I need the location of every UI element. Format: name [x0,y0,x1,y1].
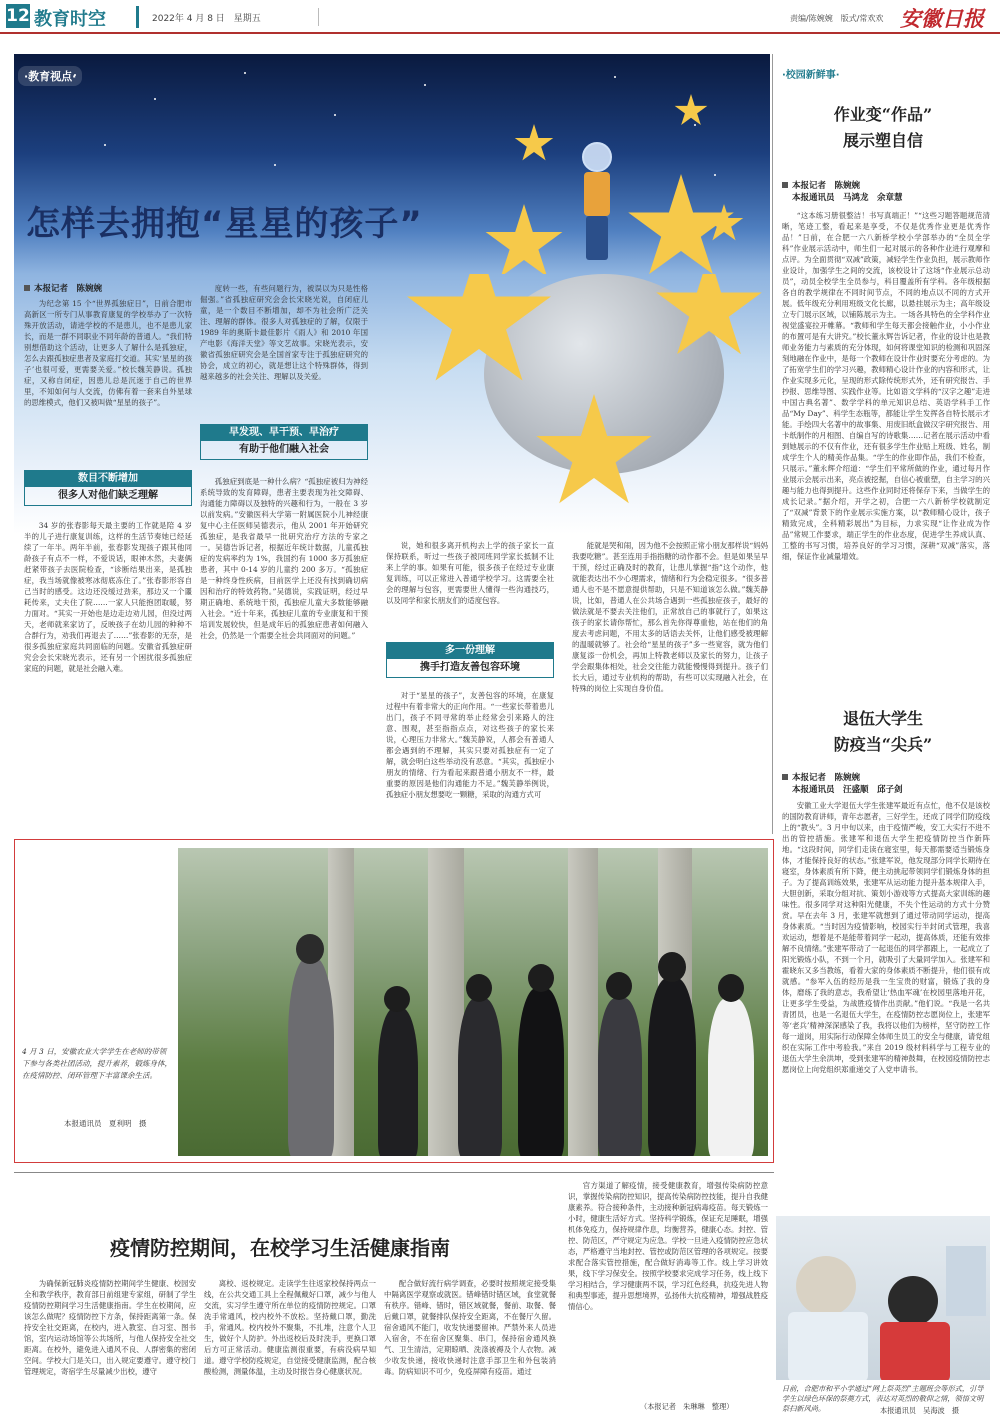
section-title: 教育时空 [34,9,106,30]
subhead-line: 数目不断增加 [25,471,191,487]
hero-tag: ·教育视点· [18,66,82,86]
main-column-2-top: 度转一些，有些问题行为，被误以为只是性格倔强。”省孤独症研究会会长宋晓光说，自闭症儿童，是一个数目不断增加，却不为社会所广泛关注、理解的群体。很多人对孤独症的了解，仅限于 1989 年的奥斯卡最佳影片《雨人》和 2010 年国产电影《海洋天堂》等文艺故事。宋晓光表示，安徽省孤独症研究会是全国首家专注于孤独症研究的协会，成立的初心，就是想让这个特殊群体，得到越来越多的社会关注、理解以及关爱。 [200,284,368,381]
subhead-line: 携手打造友善包容环境 [420,662,520,673]
bottom-column-2: 离校、返校规定。走读学生往返家校保持两点一线，在公共交通工具上全程佩戴好口罩，减少与他人交流，实习学生遵守所在单位的疫情防控规定。口罩洗手常通风，校内校外不放松。坚持戴口罩，勤洗手，常通风。校内校外不聚集，不扎堆，注意个人卫生，做好个人防护。外出返校后及时洗手，更换口罩后方可正常活动。健康监测很重要，有病没病早知道。遵守学校防疫规定，自觉接受健康监测，配合核酸检测，测量体温，主动及时报告身心健康状况。 [204,1279,376,1376]
bottom-photo-caption: 日前，合肥市和平小学通过“网上祭英烈”主题班会等形式，引导学生以绿色环保的祭奠方式，表达对英烈的敬仰之情，领悟文明祭扫新风尚。 [782,1384,984,1413]
bottom-photo-credit: 本报通讯员 吴海波 摄 [880,1406,960,1415]
school-class-photo [776,1216,990,1380]
star-icon [674,94,708,128]
main-column-3-body: 对于“星星的孩子”，友善包容的环境，在康复过程中有着非常大的正向作用。“一些家长带着患儿出门，孩子不同寻常的举止经常会引来路人的注意、围观，甚至指指点点，对这些孩子的家长来说，心理压力非常大。”魏芙静说，人都会有普通人都会遇到的不理解，其实只要对孤独症有一定了解，就会明白这些举动没有恶意。“其实，孤独症小朋友的情绪、行为看起来跟普通小朋友不一样，最重要的原因是他们沟通能力不足。”魏芙静举例说，孤独症小朋友想要吃一颗糖，采取的沟通方式可 [386,691,554,799]
star-icon [514,124,554,164]
star-icon [484,204,564,274]
section-rule [14,1172,774,1173]
masthead-divider [136,6,139,28]
side-story-1-body: “这本练习册很整洁！书写真端正！”“这些习题答题规范清晰，笔迹工整，看起来是享受，不仅是优秀作业更是优秀作品！”日前，在合肥一六八新桥学校小学部举办的“全员全学科”作业展示活动中，师生们一起对展示的各种作业进行观摩和点评。为全面贯彻“双减”政策，减轻学生作业负担，展示教师作业设计，加强学生之间的交流，该校设计了这场“作业展示总动员”，动员全校学生全员参与，科目覆盖所有学科。各年级根据各自的教学规律在不同时间节点，不同的地点以不同的方式开展。低年级充分利用班级文化长廊，以悬挂展示为主；高年级设立专门展示区域，以铺陈展示为主。一场各具特色的全学科作业视觉盛宴拉开帷幕。“教师和学生每天都会接触作业，小小作业的布置可是有大讲究。”校长董永辉告诉记者，作业的设计也是教师业务能力与素质的充分体现，如何将课堂知识的检测和巩固深刻地融在作业中，是每一个教师在设计作业时要充分考虑的。为了拓宽学生们的学习兴趣，教师精心设计作业的内容和形式，让作业实现多元化，呈现的形式除传统形式外，还有研究报告、手抄报、思维导图、实践作业等。比如语文学科的“汉字之趣”走进中国古典名著”、数学学科的单元知识总结、英语学科手工作品“My Day”、科学生态瓶等，都能让学生发挥各自特长展示才能。手绘四大名著中的故事集、用废旧纸盒做汉字研究报告、用卡纸制作的月相图、自编自写的诗歌集……记者在展示活动中看到她展示的不仅有作业，还有很多学生作业贴上班级、姓名，制成学生个人的精美作品集。“学生的作业即作品，我们不检查，只展示。”董永辉介绍道：“学生们平常所做的作业，通过每月作业展示会展示出来，亮点被挖掘，自信心被重塑，自主学习的兴趣与能力也得到提升。这些作业同时还将保存下来，当做学生的成长记录。”据介绍，开学之初，合肥一六八新桥学校就制定了“双减”背景下的作业展示实施方案，以“教师精心设计，孩子精致完成，全科精彩展出”为目标，力求实现“让作业成为作品”常规工作要求，端正学生的作业态度，促进学生养成认真、工整的书写习惯，培养良好的学习习惯，深耕“双减”落实，落细，保证作业减量增效。 [782,211,990,561]
bottom-column-3: 配合做好流行病学调查，必要时按照规定接受集中隔离医学观察或就医。错峰错时错区域，食堂就餐有秩序。错峰、错时，错区域就餐，餐前、取餐、餐后戴口罩，就餐排队保持安全距离，不在餐厅久留。宿舍通风不能门，收发快递要留神。严禁外来人员进入宿舍，不在宿舍区聚集、串门，保持宿舍通风换气、卫生清洁，定期晾晒、洗涤被褥及个人衣物。减少收发快递，接收快递时注意手部卫生和外包装消毒。防病知识不可少，免疫屏障有疫苗。通过 [384,1279,556,1376]
side-headline-1: 作业变“作品” 展示塑自信 [833,105,933,150]
side-tag: ·校园新鲜事· [782,70,840,81]
photo-caption: 4 月 3 日，安徽农业大学学生在老师的带领下参与各类社团活动，提升素养，锻炼身体，在疫情防控、闭环管理下丰富课余生活。 [22,1047,172,1080]
astronaut-child-icon [574,142,620,272]
subhead-box-1 [24,470,192,506]
subhead-line: 很多人对他们缺乏理解 [58,490,158,501]
main-column-4: 能就是哭和闹，因为他不会按照正常小朋友那样说“妈妈我要吃糖”。甚至连用手指指糖的动作都不会。但是如果呈早干预，经过正确及时的教育，让患儿掌握“指”这个动作，他就能表达出不少心理需求，情绪和行为会稳定很多。“很多普通人也不是不愿意提供帮助，只是不知道该怎么做。”魏芙静说，比如，普通人在公共场合遇到一些孤独症孩子，最好的做法就是不要去关注他们，正常放自己的事就行了，如果这孩子的家长请你帮忙，那么首先你得尊重他，站在他们的角度去考虑问题，不用太多的话语去关怀，让他们感受被理解的温暖就够了。社会给“星星的孩子”多一些宽容，就为他们康复添一份机会，再加上特教老师以及家长的努力，让孩子学会跟集体相处，社会交往能力就能慢慢得到提升。孩子们长大后，通过专业机构的帮助，有些可以实现融入社会，在特殊的岗位上实现自身价值。 [572,541,768,693]
subhead-box-2 [200,424,368,460]
masthead-divider [318,8,319,26]
main-column-1-intro: 为纪念第 15 个“世界孤独症日”，日前合肥市高新区一所专门从事教育康复的学校举办了一次特殊开放活动，请进学校的不是患儿，也不是患儿家长，而是一群不同职业不同年龄的普通人。“我们特别想借助这个活动，让更多人了解什么是孤独症，怎么去跟孤独症患者及家庭打交道。其实‘星星的孩子’也很可爱，更需要关爱。”校长魏芙静说。孤独症，又称自闭症，因患儿总是沉迷于自己的世界里，不知如何与人交流，仿佛有着一套来自外星球的思维模式，他们又被叫做“星星的孩子”。 [24,299,192,407]
subhead-box-3 [386,642,554,678]
side-story-2-body: 安徽工业大学退伍大学生张建军最近有点忙，他不仅是该校的国防教育讲师，青年志愿者，三好学生，还成了同学们防疫线上的“教头”。3 月中旬以来，由于疫情严峻，安工大实行不进不出的管控措施。张建军和退伍大学生把疫情防控当作新阵地。“这段时间，同学们走读在寝室里，每天都需要适当锻炼身体，才能保持良好的状态。”张建军说，他发现部分同学长期待在寝室，身体素质有所下降，便主动挑起带领同学们锻炼身体的担子。为了提高训练效果，张建军从运动能力提升基本规律入手，大胆创新，采取分组对抗、策划小游戏等方式提高大家训练的趣味性。很多同学对这种阳光健康，不失个性运动的方式十分赞赏。早在去年 3 月，张建军就想到了通过带动同学运动，提高身体素质。“当时因为疫情影响，校园实行半封闭式管理，我喜欢运动，想着是不是能带着同学一起动，提高体质，还能有效排解不良情绪。”张建军带动了一起退伍的同学都跟上，一起成立了阳光锻炼小队，不到一个月，就吸引了大量同学加入。张建军和霍晓东又多当教练，看着大家的身体素质不断提升，他们很有成就感。“参军入伍的经历是我一生宝贵的财富，锻炼了我的身体，磨练了我的意志，我希望让‘热血军魂’在校园里落地开花，让更多学生受益，为战胜疫情作出贡献。”他们说。“我是一名共青团员，也是一名退伍大学生，在疫情防控志愿岗位上，张建军等‘老兵’精神深深感染了我，我将以他们为榜样，坚守防控工作每一道岗，用实际行动保障全体师生员工的安全与健康，请党组织在实际工作中考验我。”来自 2019 级材料科学与工程专业的退伍大学生余洪坤，受到张建军的精神鼓舞，在校园疫情防控志愿岗位上向党组织郑重递交了入党申请书。 [782,801,990,1074]
page-number: 12 [6,6,30,26]
subhead-line: 多一份理解 [387,643,553,659]
campus-activity-photo [178,848,768,1156]
main-headline: 怎样去拥抱“星星的孩子” [26,204,423,244]
issue-date: 2022年 4 月 8 日 星期五 [152,14,261,24]
main-column-1-body: 34 岁的张春影每天最主要的工作就是陪 4 岁半的儿子进行康复训练，这样的生活节奏她已经延续了一年半。两年半前，张春影发现孩子跟其他同龄孩子有点不一样，不爱说话，眼神木然，夫妻俩赶紧带孩子去医院检查，“诊断结果出来，是孤独症，我当场就像被寒冰彻底冻住了。”张春影形容自己当时的感受。这边还没缓过劲来，那边又一个噩耗传来，丈夫住了院……一家人只能抱团取暖，努力面对。“其实一开始也是边走边劝儿园，但没过两天，老师就来家访了，反映孩子在幼儿园的种种不合群行为，劝我们再退去了……”张春影的无奈，是很多孤独症家庭共同面临的问题。安徽省孤独症研究会会长宋晓光表示，还有另一个困扰很多孤独症家庭的问题，就是社会融入难。 [24,521,192,673]
bottom-column-1: 为确保新冠肺炎疫情防控期间学生健康、校园安全和教学秩序，教育部日前组建专家组，研制了学生疫情防控期间学习生活健康指南。学生在校期间，应该怎么做呢？疫情防控下方条，保持距离第一条。保持安全社交距离，在校内，进入教室、自习室、图书馆，室内运动场馆等公共场所，与他人保持安全社交距离。在校外，避免进入通风不良、人群密集的密闭空间。学校大门是关口，出入规定要遵守。遵守校门管理规定，寄宿学生尽量减少出校，遵守 [24,1279,196,1376]
column-rule [772,54,773,834]
side-headline-2: 退伍大学生 防疫当“尖兵” [833,709,933,754]
subhead-line: 早发现、早干预、早治疗 [201,425,367,441]
subhead-line: 有助于他们融入社会 [239,444,329,455]
newspaper-logo: 安徽日报 [900,6,984,31]
side-byline-2: 本报记者 陈婉婉 本报通讯员 汪盛顺 邱子剑 [782,772,903,796]
bottom-article-credit: （本报记者 朱琳琳 整理） [640,1402,734,1411]
main-byline: 本报记者 陈婉婉 [24,283,102,295]
side-byline-1: 本报记者 陈婉婉 本报通讯员 马鸿龙 余章慧 [782,180,903,204]
bottom-headline: 疫情防控期间，在校学习生活健康指南 [110,1236,450,1260]
editor-credit: 责编/陈婉婉 版式/常欢欢 [790,14,884,23]
main-column-2-body: 孤独症到底是一种什么病？“孤独症被归为神经系统导致的发育障碍，患者主要表现为社交障碍、沟通能力障碍以及独特的兴趣和行为，一般在 3 岁以前发病。”安徽医科大学第一附属医院小儿神经康复中心主任医师吴德表示，他从 2001 年开始研究孤独症，是我省最早一批研究治疗方法的专家之一。吴德告诉记者，根据近年统计数据，儿童孤独症的发病率约为 1%，我国约有 1000 多万孤独症患者，其中 0-14 岁的儿童约 200 多万。“孤独症是一种终身性疾病，目前医学上还没有找到确切病因和治疗的特效药物。”吴德说，实践证明，经过早期正确地、系统地干预，孤独症儿童大多数能够融入社会。“近十年来，孤独症儿童的专业康复和干预培训发展较快，但是成年后的孤独症患者如何融入社会，仍然是一个需要全社会共同面对的问题。” [200,477,368,640]
main-column-3-top: 说，她和很多离开机构去上学的孩子家长一直保持联系，听过一些孩子被同班同学家长抵制不让来上学的事。如果有可能，很多孩子在经过专业康复训练，可以正常进入普通学校学习。这需要全社会的理解与包容，更需要世人懂得一些沟通技巧，以及同学和家长朋友们的适度包容。 [386,541,554,605]
bottom-column-4: 官方渠道了解疫情，接受健康教育，增强传染病防控意识，掌握传染病防控知识，提高传染病防控技能，提升自我健康素养。符合接种条件，主动接种新冠病毒疫苗。每天锻炼一小时，健康生活好方式。坚持科学锻炼，保证充足睡眠，增强机体免疫力，保持规律作息，均衡营养，健康心态。封控、管控、防范区，严守规定为应急。学校一旦进入疫情防控应急状态，严格遵守当地封控、管控或防范区管理的各项规定。按要求配合落实管控措施，配合做好消毒等工作。线上学习讲效果，线下学习保安全。按照学校要求完成学习任务，线上线下学习相结合，学习健康两不误，学习红色经典，抗疫先进人物和典型事迹，提升思想境界，弘扬伟大抗疫精神，增强战胜疫情信心。 [568,1181,768,1311]
photo-credit: 本报通讯员 夏利明 摄 [64,1119,147,1128]
